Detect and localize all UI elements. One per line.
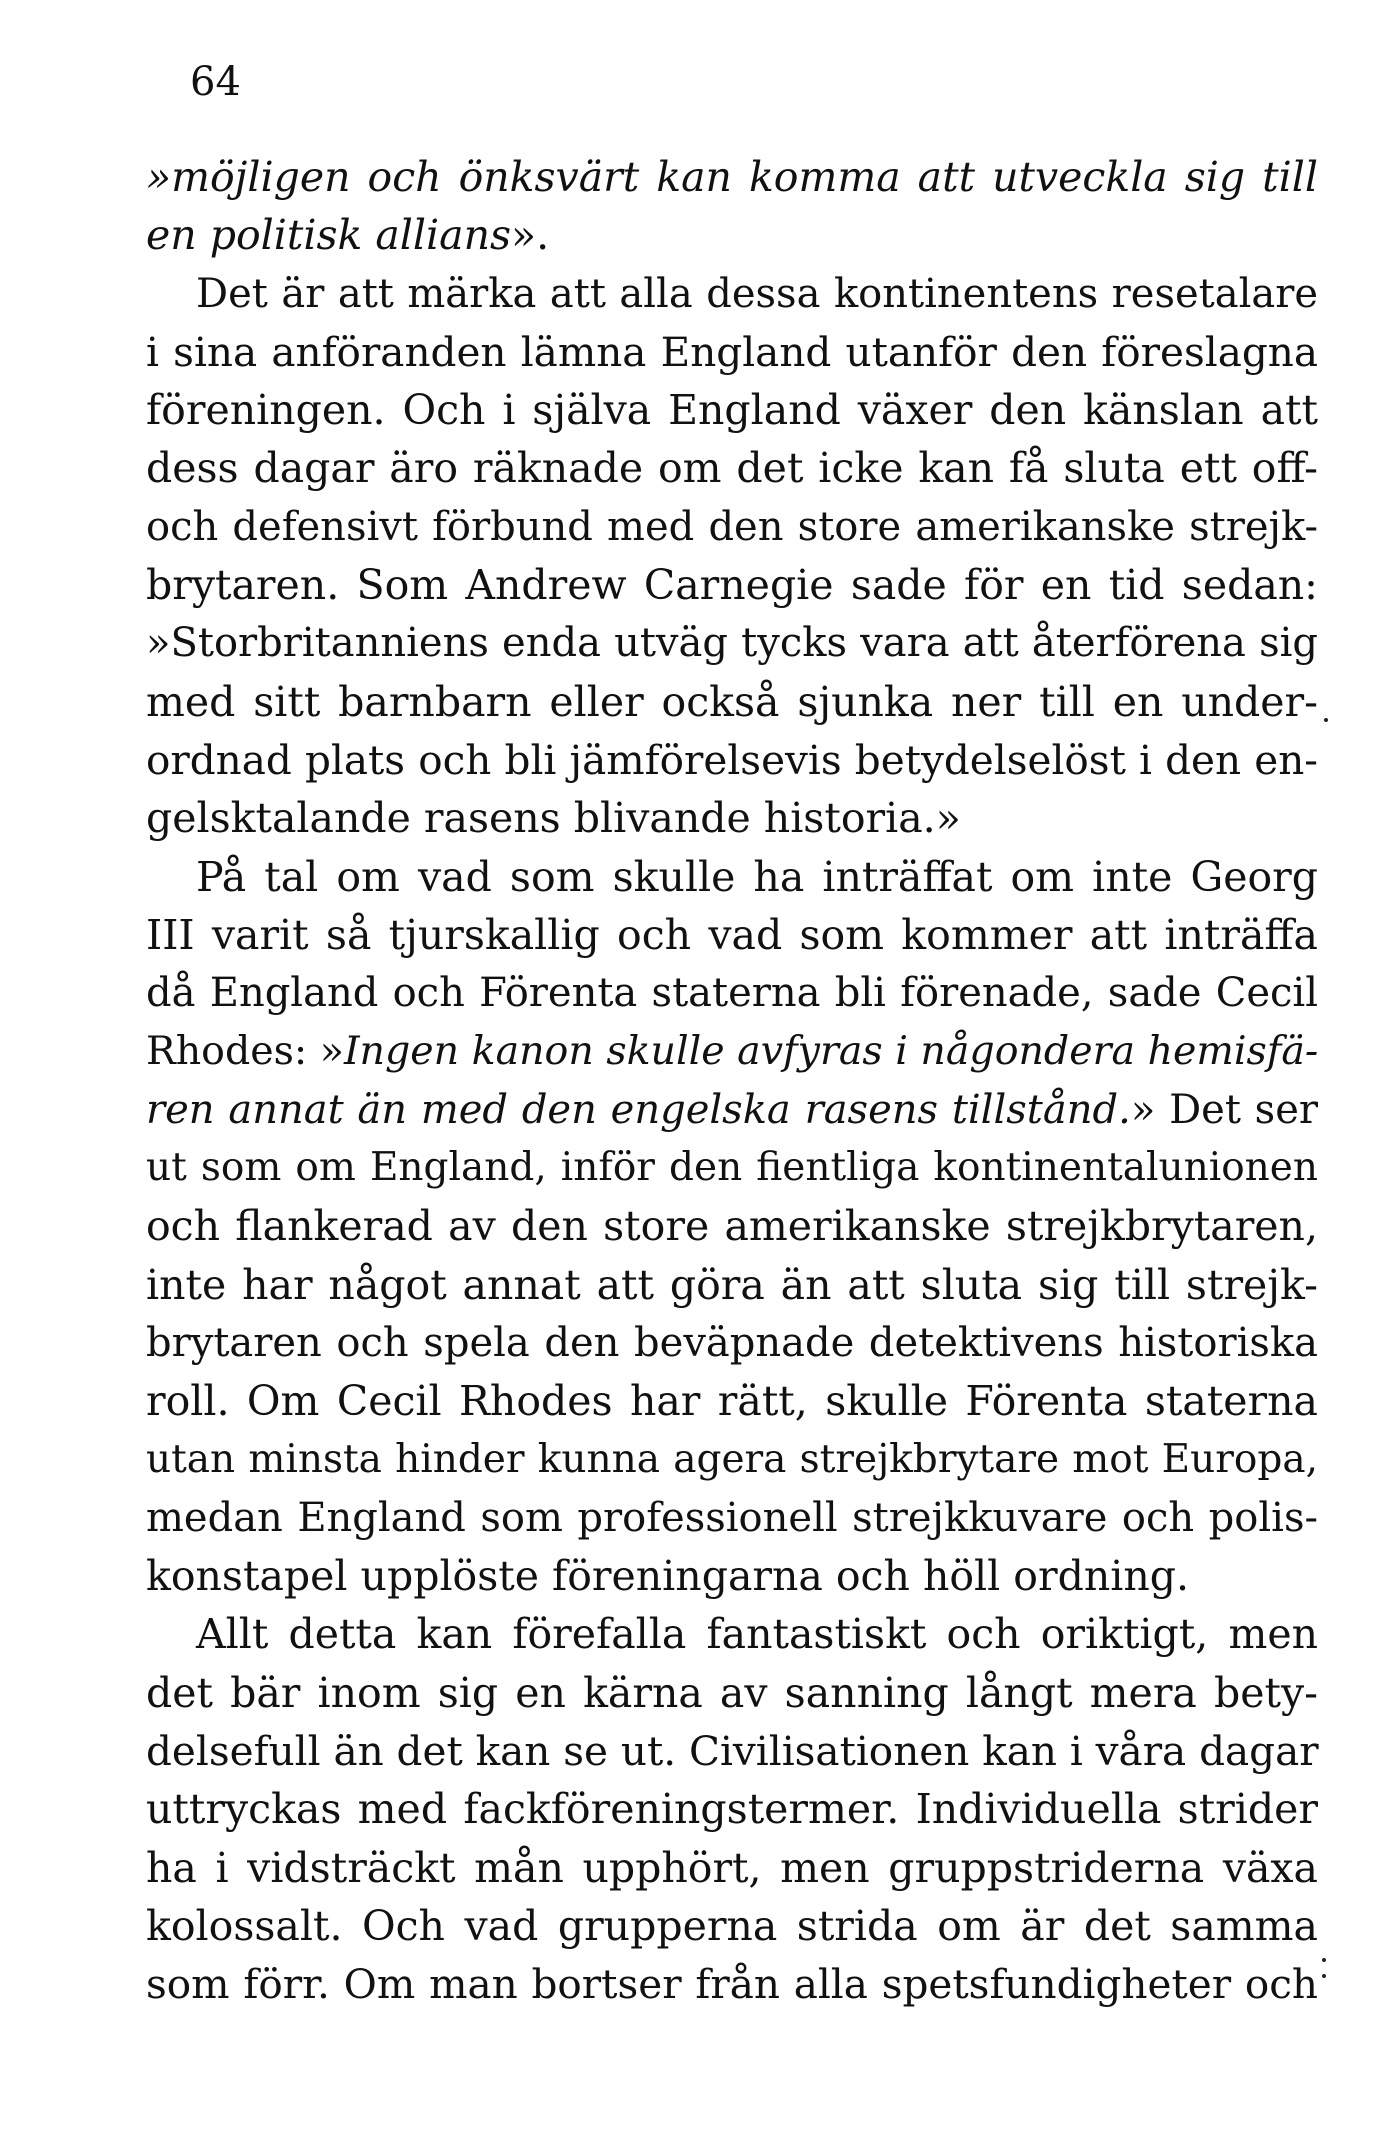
italic-text-segment: ren annat än med den engelska rasens tillstånd. — [146, 1086, 1131, 1133]
text-line — [146, 556, 1318, 614]
text-line — [146, 265, 1318, 323]
text-segment: det bär inom sig en kärna av sanning långt mera bety- — [146, 1668, 1318, 1717]
text-segment: På tal om vad som skulle ha inträffat om inte Georg — [196, 852, 1318, 901]
text-line — [146, 1605, 1318, 1663]
text-segment: och defensivt förbund med den store amerikanske strejk- — [146, 503, 1318, 550]
text-line — [146, 1489, 1318, 1547]
text-line — [146, 1022, 1318, 1080]
text-line — [146, 498, 1318, 556]
text-line — [146, 1897, 1318, 1955]
text-segment: ordnad plats och bli jämförelsevis betydelselöst i den en- — [146, 735, 1318, 784]
text-line — [146, 148, 1318, 206]
text-segment: som förr. Om man bortser från alla spetsfundigheter och — [146, 1960, 1318, 2009]
text-line — [146, 1197, 1318, 1255]
text-line — [146, 848, 1318, 906]
text-segment: med sitt barnbarn eller också sjunka ner till en under- — [146, 677, 1318, 726]
text-segment: ». — [511, 211, 550, 260]
text-line — [146, 1839, 1318, 1897]
text-line — [146, 789, 1318, 847]
text-line — [146, 614, 1318, 672]
text-line — [146, 1547, 1318, 1605]
text-line — [146, 1780, 1318, 1838]
text-segment: roll. Om Cecil Rhodes har rätt, skulle Förenta staterna — [146, 1377, 1318, 1426]
text-segment: ha i vidsträckt mån upphört, men gruppstriderna växa — [146, 1843, 1318, 1892]
text-line — [146, 206, 1318, 264]
text-segment: dess dagar äro räknade om det icke kan få sluta ett off- — [146, 444, 1318, 493]
text-line — [146, 1955, 1318, 2013]
text-line — [146, 731, 1318, 789]
text-line — [146, 1314, 1318, 1372]
text-segment: » Det ser — [1130, 1086, 1319, 1133]
text-segment: konstapel upplöste föreningarna och höll ordning. — [146, 1552, 1190, 1601]
print-speck — [1324, 718, 1328, 722]
text-segment: medan England som professionell strejkkuvare och polis- — [146, 1494, 1318, 1541]
text-segment: Det är att märka att alla dessa kontinentens resetalare — [196, 270, 1318, 317]
text-segment: Rhodes: » — [146, 1028, 344, 1075]
text-line — [146, 1722, 1318, 1780]
text-line — [146, 1081, 1318, 1139]
text-line — [146, 1256, 1318, 1314]
italic-text-segment: en politisk allians — [146, 211, 512, 260]
text-line — [146, 1372, 1318, 1430]
page-number: 64 — [190, 59, 241, 105]
italic-text-segment: Ingen kanon skulle avfyras i någondera hemisfä- — [343, 1028, 1319, 1075]
text-line — [146, 1139, 1318, 1197]
text-segment: i sina anföranden lämna England utanför den föreslagna — [146, 327, 1318, 376]
text-line — [146, 439, 1318, 497]
text-segment: delsefull än det kan se ut. Civilisationen kan i våra dagar — [146, 1727, 1319, 1776]
text-line — [146, 1431, 1318, 1489]
text-segment: brytaren och spela den beväpnade detektivens historiska — [146, 1319, 1318, 1366]
text-segment: uttryckas med fackföreningstermer. Individuella strider — [146, 1785, 1318, 1834]
text-segment: inte har något annat att göra än att sluta sig till strejk- — [146, 1260, 1318, 1309]
text-line — [146, 906, 1318, 964]
text-line — [146, 964, 1318, 1022]
body-text — [146, 148, 1318, 2014]
text-segment: då England och Förenta staterna bli förenade, sade Cecil — [146, 970, 1318, 1017]
print-speck — [1322, 1958, 1326, 1962]
italic-text-segment: »möjligen och önksvärt kan komma att utveckla sig till — [146, 153, 1318, 201]
text-line — [146, 323, 1318, 381]
text-segment: III varit så tjurskallig och vad som kommer att inträffa — [146, 910, 1318, 959]
text-segment: kolossalt. Och vad grupperna strida om är det samma — [146, 1901, 1318, 1950]
text-line — [146, 381, 1318, 439]
text-segment: utan minsta hinder kunna agera strejkbrytare mot Europa, — [146, 1436, 1318, 1482]
text-line — [146, 673, 1318, 731]
text-segment: gelsktalande rasens blivande historia.» — [146, 794, 961, 843]
text-line — [146, 1664, 1318, 1722]
text-segment: och flankerad av den store amerikanske strejkbrytaren, — [146, 1202, 1318, 1251]
text-segment: ut som om England, inför den fientliga kontinentalunionen — [146, 1145, 1318, 1191]
text-segment: föreningen. Och i själva England växer den känslan att — [146, 386, 1318, 435]
text-segment: Allt detta kan förefalla fantastiskt och oriktigt, men — [196, 1610, 1318, 1659]
text-segment: »Storbritanniens enda utväg tycks vara att återförena sig — [146, 620, 1318, 667]
print-speck — [1322, 1974, 1326, 1978]
text-segment: brytaren. Som Andrew Carnegie sade för en tid sedan: — [146, 561, 1318, 610]
